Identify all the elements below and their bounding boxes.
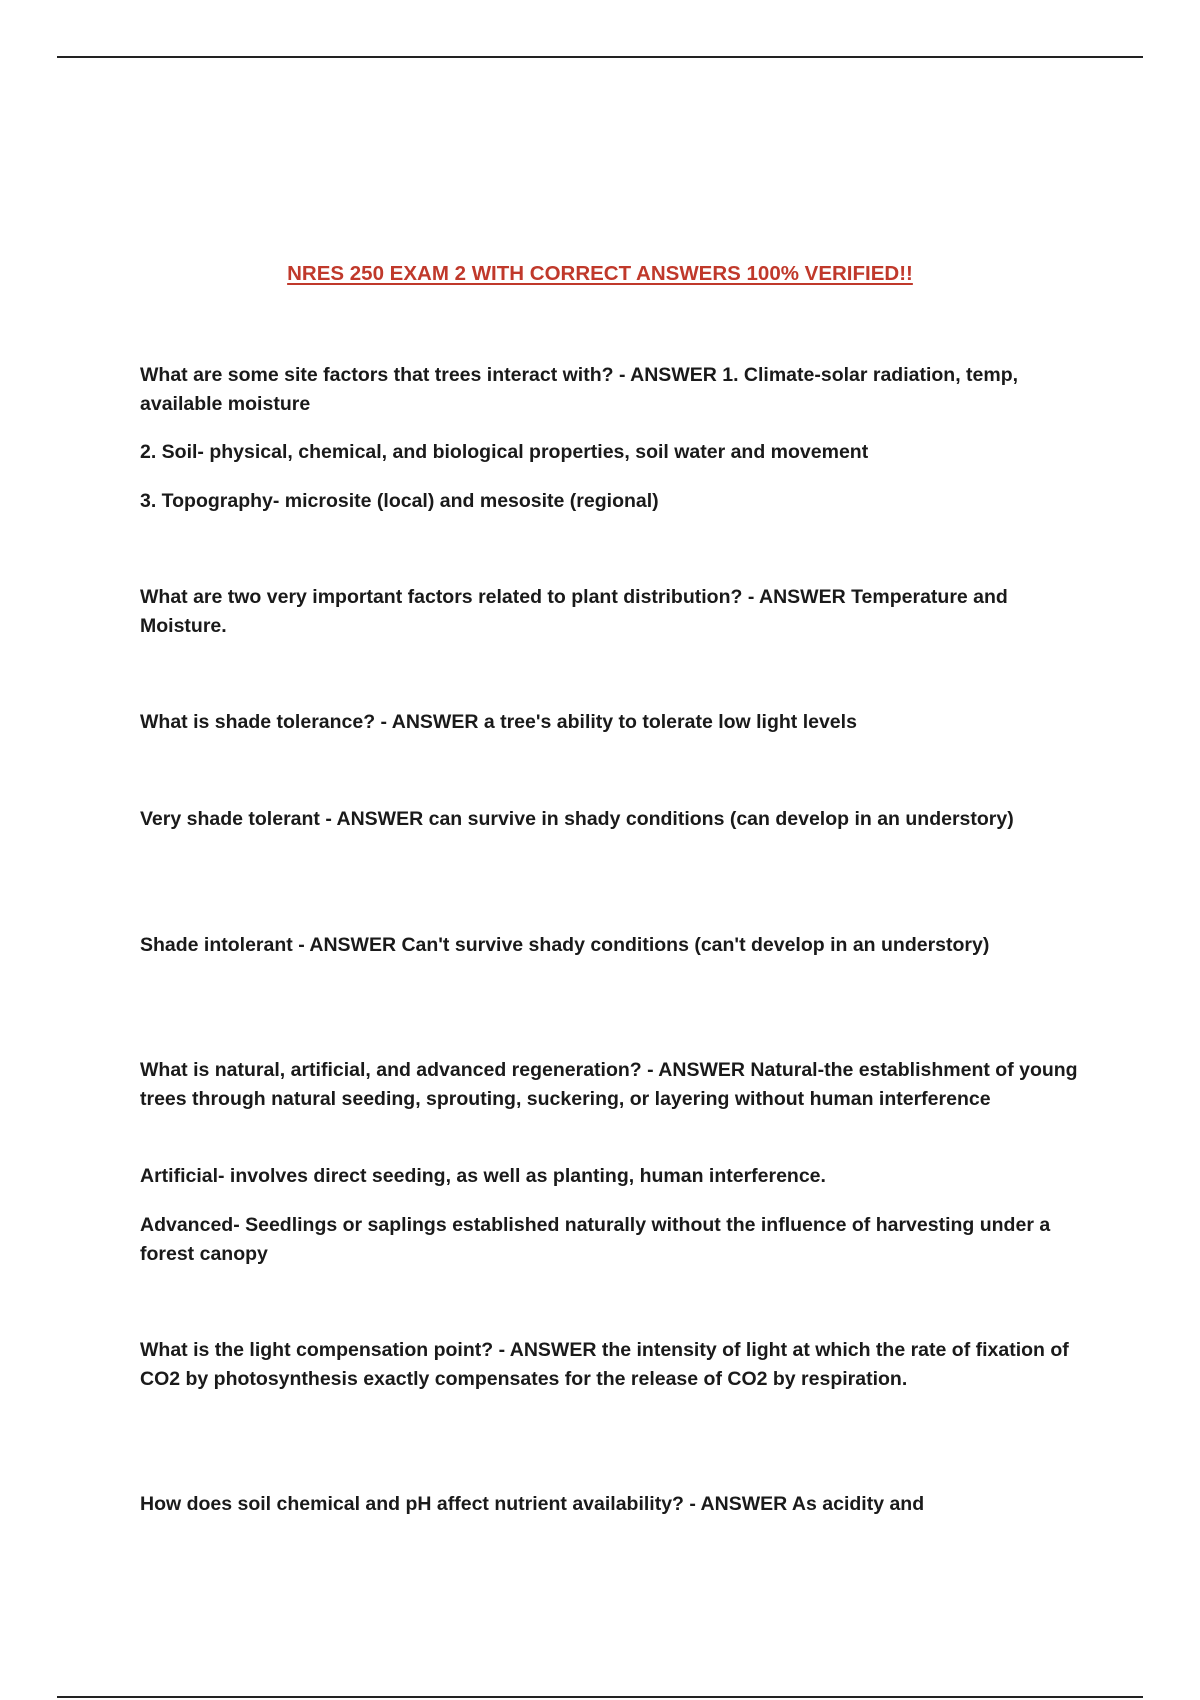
qa-shade-tolerance: What is shade tolerance? - ANSWER a tree's ability to tolerate low light levels bbox=[140, 711, 857, 733]
qa-regeneration-artificial: Artificial- involves direct seeding, as well as planting, human interference. bbox=[140, 1165, 826, 1187]
qa-soil-ph-nutrients: How does soil chemical and pH affect nutrient availability? - ANSWER As acidity and bbox=[140, 1493, 925, 1515]
qa-very-shade-tolerant: Very shade tolerant - ANSWER can survive in shady conditions (can develop in an understory) bbox=[140, 808, 1014, 830]
document-title: NRES 250 EXAM 2 WITH CORRECT ANSWERS 100% VERIFIED!! bbox=[287, 262, 913, 285]
qa-site-factors-question: What are some site factors that trees interact with? - ANSWER 1. Climate-solar radiation, temp, available moisture bbox=[140, 364, 1019, 415]
qa-site-factors-topography: 3. Topography- microsite (local) and mesosite (regional) bbox=[140, 490, 659, 512]
bottom-divider bbox=[57, 1696, 1143, 1698]
qa-shade-intolerant: Shade intolerant - ANSWER Can't survive shady conditions (can't develop in an understory) bbox=[140, 934, 990, 956]
top-divider bbox=[57, 56, 1143, 58]
qa-regeneration-advanced: Advanced- Seedlings or saplings established naturally without the influence of harvesting under a forest canopy bbox=[140, 1214, 1051, 1265]
qa-light-compensation-point: What is the light compensation point? - ANSWER the intensity of light at which the rate of fixation of CO2 by photosynthesis exactly compensates for the release of CO2 by respiration. bbox=[140, 1339, 1069, 1390]
qa-regeneration-natural: What is natural, artificial, and advanced regeneration? - ANSWER Natural-the establishment of young trees through natural seeding, sprouting, suckering, or layering without human interference bbox=[140, 1059, 1078, 1110]
qa-site-factors-soil: 2. Soil- physical, chemical, and biological properties, soil water and movement bbox=[140, 441, 869, 463]
qa-plant-distribution: What are two very important factors related to plant distribution? - ANSWER Temperature and Moisture. bbox=[140, 586, 1008, 637]
